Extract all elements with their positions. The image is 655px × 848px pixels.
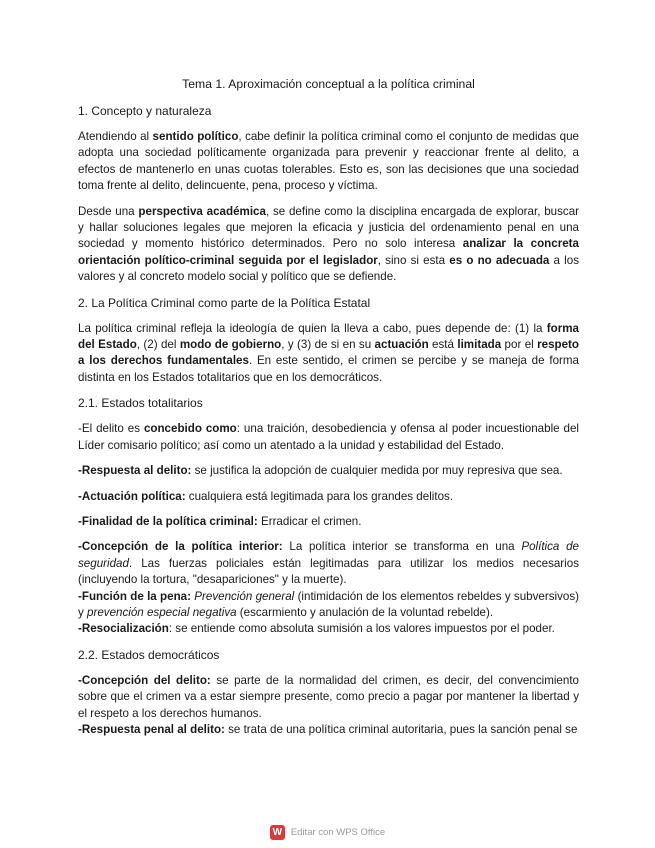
paragraph-politica-interior: -Concepción de la política interior: La política interior se transforma en una Política de seguridad. Las fuerzas policiales están legitimadas para utilizar los medios necesarios (incluyendo la tortura, "desapariciones" y la muerte). <box>78 540 579 587</box>
paragraph-actuacion-politica: -Actuación política: cualquiera está legitimada para los grandes delitos. <box>78 489 454 503</box>
document-title: Tema 1. Aproximación conceptual a la política criminal <box>182 77 475 91</box>
wps-footer-text: Editar con WPS Office <box>290 826 386 838</box>
paragraph-respuesta-delito: -Respuesta al delito: se justifica la adopción de cualquier medida por muy represiva que sea. <box>78 464 563 478</box>
document-body <box>78 76 579 738</box>
section-heading-1: 1. Concepto y naturaleza <box>78 104 212 118</box>
paragraph-perspectiva-academica: Desde una perspectiva académica, se define como la disciplina encargada de explorar, buscar y hallar soluciones legales que mejoren la eficacia y justicia del ordenamiento penal en una sociedad y momento histórico determinados. Pero no solo interesa analizar la concreta orientación político-criminal seguida por el legislador, sino si esta es o no adecuada a los valores y al concreto modelo social y político que se defiende. <box>78 204 580 284</box>
wps-logo-icon: W <box>270 825 285 840</box>
section-heading-2-2: 2.2. Estados democráticos <box>78 647 220 662</box>
section-heading-2: 2. La Política Criminal como parte de la Política Estatal <box>78 295 371 310</box>
paragraph-concepcion-delito: -Concepción del delito: se parte de la normalidad del crimen, es decir, del convencimiento sobre que el crimen va a estar siempre presente, como precio a pagar por mantener la libertad y el respeto a los derechos humanos. <box>78 673 579 720</box>
paragraph-resocializacion: -Resocialización: se entiende como absoluta sumisión a los valores impuestos por el poder. <box>78 622 555 636</box>
paragraph-ideologia: La política criminal refleja la ideología de quien la lleva a cabo, pues depende de: (1) la forma del Estado, (2) del modo de gobierno, y (3) de si en su actuación está limitada por el respeto a los derechos fundamentales. En este sentido, el crimen se percibe y se maneja de forma distinta en los Estados totalitarios que en los democráticos. <box>78 321 579 384</box>
paragraph-finalidad: -Finalidad de la política criminal: Erradicar el crimen. <box>78 514 362 528</box>
paragraph-respuesta-penal: -Respuesta penal al delito: se trata de una política criminal autoritaria, pues la sanción penal se <box>78 722 578 736</box>
paragraph-delito-concebido: -El delito es concebido como: una traición, desobediencia y ofensa al poder incuestionable del Líder comisario político; así como un atentado a la unidad y estabilidad del Estado. <box>78 422 580 452</box>
paragraph-sentido-politico: Atendiendo al sentido político, cabe definir la política criminal como el conjunto de medidas que adopta una sociedad políticamente organizada para prevenir y reaccionar frente al delito, a efectos de mantenerlo en unas cuotas tolerables. Esto es, son las decisiones que una sociedad toma frente al delito, delincuente, pena, proceso y víctima. <box>78 130 579 193</box>
wps-footer[interactable] <box>0 822 655 842</box>
section-heading-2-1: 2.1. Estados totalitarios <box>78 396 203 411</box>
paragraph-funcion-pena: -Función de la pena: Prevención general (intimidación de los elementos rebeldes y subversivos) y prevención especial negativa (escarmiento y anulación de la voluntad rebelde). <box>78 589 579 619</box>
